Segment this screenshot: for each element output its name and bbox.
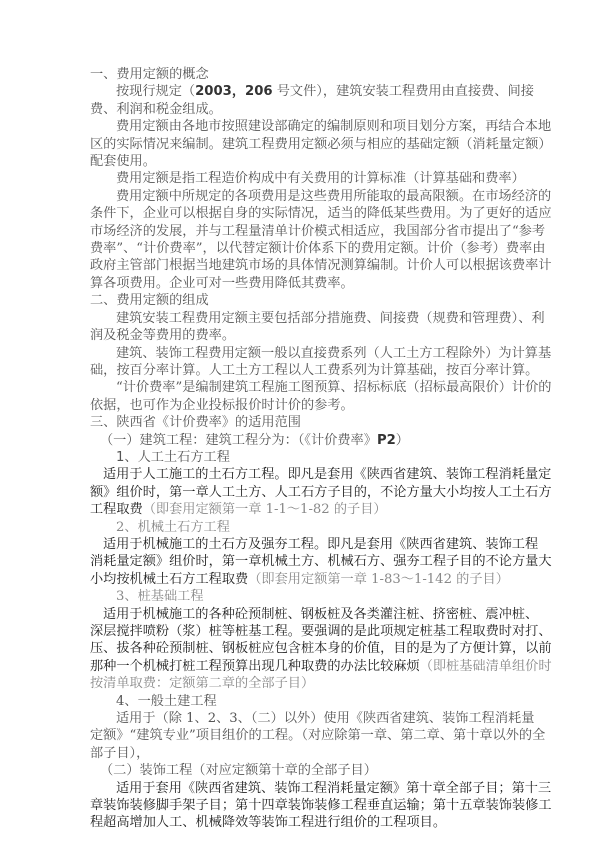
item-heading: 4、一般土建工程	[116, 693, 217, 709]
paragraph-line: 适用于套用《陕西省建筑、装饰工程消耗量定额》第十章全部子目；第十三	[116, 780, 552, 796]
text: ）	[395, 432, 409, 448]
paragraph-line: 费用定额中所规定的各项费用是这些费用所能取的最高限额。在市场经济的	[116, 188, 552, 204]
text: 小均按机械土石方工程取费	[90, 571, 249, 587]
paragraph-line: 条件下，企业可以根据自身的实际情况，适当的降低某些费用。为了更好的适应	[90, 206, 552, 222]
bold-text: P2	[376, 432, 396, 448]
text: 工程取费	[90, 502, 143, 518]
paragraph-line: 础，按百分率计算。人工土方工程以人工费系列为计算基础，按百分率计算。	[90, 362, 539, 378]
paragraph-line: 费、利润和税金组成。	[90, 101, 222, 117]
bold-text: 2003，206	[195, 84, 273, 100]
subsection-heading: （二）装饰工程（对应定额第十章的全部子目）	[100, 763, 377, 779]
paragraph-line: 配套使用。	[90, 154, 156, 170]
paragraph-line: 适用于机械施工的土石方及强夯工程。即凡是套用《陕西省建筑、装饰工程	[103, 536, 539, 552]
paragraph-line: 依据，也可作为企业投标报价时计价的参考。	[90, 397, 354, 413]
paragraph-line	[90, 658, 552, 675]
paragraph-line: 部子目），	[90, 745, 150, 761]
paragraph-line: 定额》“建筑专业”项目组价的工程。（对应除第一章、第二章、第十章以外的全	[90, 728, 546, 744]
section-heading: 三、陕西省《计价费率》的适用范围	[90, 415, 301, 431]
paragraph-line: 算各项费用。企业可对一些费用降低其费率。	[90, 275, 354, 291]
paragraph-line: 章装饰装修脚手架子目；第十四章装饰装修工程垂直运输；第十五章装饰装修工	[90, 798, 552, 814]
paragraph-line: 额》组价时，第一章人工土方、人工石方子目的，不论方量大小均按人工土石方	[90, 484, 552, 500]
paragraph-line	[90, 83, 534, 100]
paragraph-line: 建筑、装饰工程费用定额一般以直接费系列（人工土方工程除外）为计算基	[116, 345, 552, 361]
item-heading: 1、人工土石方工程	[116, 449, 230, 465]
text: 号文件），建筑安装工程费用由直接费、间接	[272, 84, 534, 100]
note-text: （即套用定额第一章 1-1～1-82 的子目）	[142, 502, 387, 518]
item-heading: 3、桩基础工程	[116, 589, 204, 605]
paragraph-line: 适用于人工施工的土石方工程。即凡是套用《陕西省建筑、装饰工程消耗量定	[103, 467, 552, 483]
subsection-heading	[90, 432, 508, 449]
paragraph-line: 适用于机械施工的各种砼预制桩、钢板桩及各类灌注桩、挤密桩、震冲桩、	[103, 606, 539, 622]
paragraph-line: 建筑安装工程费用定额主要包括部分措施费、间接费（规费和管理费）、利	[116, 310, 545, 326]
section-heading: 一、费用定额的概念	[90, 67, 209, 82]
paragraph-line: 费用定额由各地市按照建设部确定的编制原则和项目划分方案，再结合本地	[116, 119, 552, 135]
paragraph-line: 费用定额是指工程造价构成中有关费用的计算标准（计算基础和费率）	[116, 171, 525, 187]
text: （一）建筑工程：建筑工程分为：（《计价费率》	[100, 432, 377, 448]
paragraph-line: 压、拔各种砼预制桩、钢板桩应包含桩本身的价值，目的是为了方便计算，以前	[90, 641, 552, 657]
document-page	[90, 66, 552, 832]
item-heading: 2、机械土石方工程	[116, 519, 230, 535]
paragraph-line: 市场经济的发展，并与工程量清单计价模式相适应，我国部分省市提出了“参考	[90, 223, 546, 239]
paragraph-line: “计价费率”是编制建筑工程施工图预算、招标标底（招标最高限价）计价的	[116, 380, 552, 396]
paragraph-line	[90, 501, 508, 518]
paragraph-line: 区的实际情况来编制。建筑工程费用定额必须与相应的基础定额（消耗量定额）	[90, 136, 552, 152]
paragraph-line	[90, 571, 508, 588]
note-text: （即套用定额第一章 1-83～1-142 的子目）	[248, 571, 509, 587]
paragraph-line: 适用于（除 1、2、3、（二）以外）使用《陕西省建筑、装饰工程消耗量	[116, 711, 535, 727]
paragraph-line: 深层搅拌喷粉（浆）桩等桩基工程。要强调的是此项规定桩基工程取费时对打、	[90, 624, 552, 639]
paragraph-line: 消耗量定额》组价时，第一章机械土方、机械石方、强夯工程子目的不论方量大	[90, 554, 552, 570]
text: 那种一个机械打桩工程预算出现几种取费的办法比较麻烦	[90, 658, 420, 674]
text: 按现行规定（	[116, 84, 196, 100]
paragraph-line: 费率”、“计价费率”，以代替定额计价体系下的费用定额。计价（参考）费率由	[90, 241, 546, 257]
paragraph-line: 程超高增加人工、机械降效等装饰工程进行组价的工程项目。	[90, 815, 447, 831]
paragraph-line: 润及税金等费用的费率。	[90, 328, 236, 344]
paragraph-line: 政府主管部门根据当地建筑市场的具体情况测算编制。计价人可以根据该费率计	[90, 258, 552, 274]
paragraph-line: 按清单取费：定额第二章的全部子目）	[90, 676, 315, 692]
note-text: （即桩基础清单组价时	[419, 658, 552, 674]
section-heading: 二、费用定额的组成	[90, 293, 209, 309]
